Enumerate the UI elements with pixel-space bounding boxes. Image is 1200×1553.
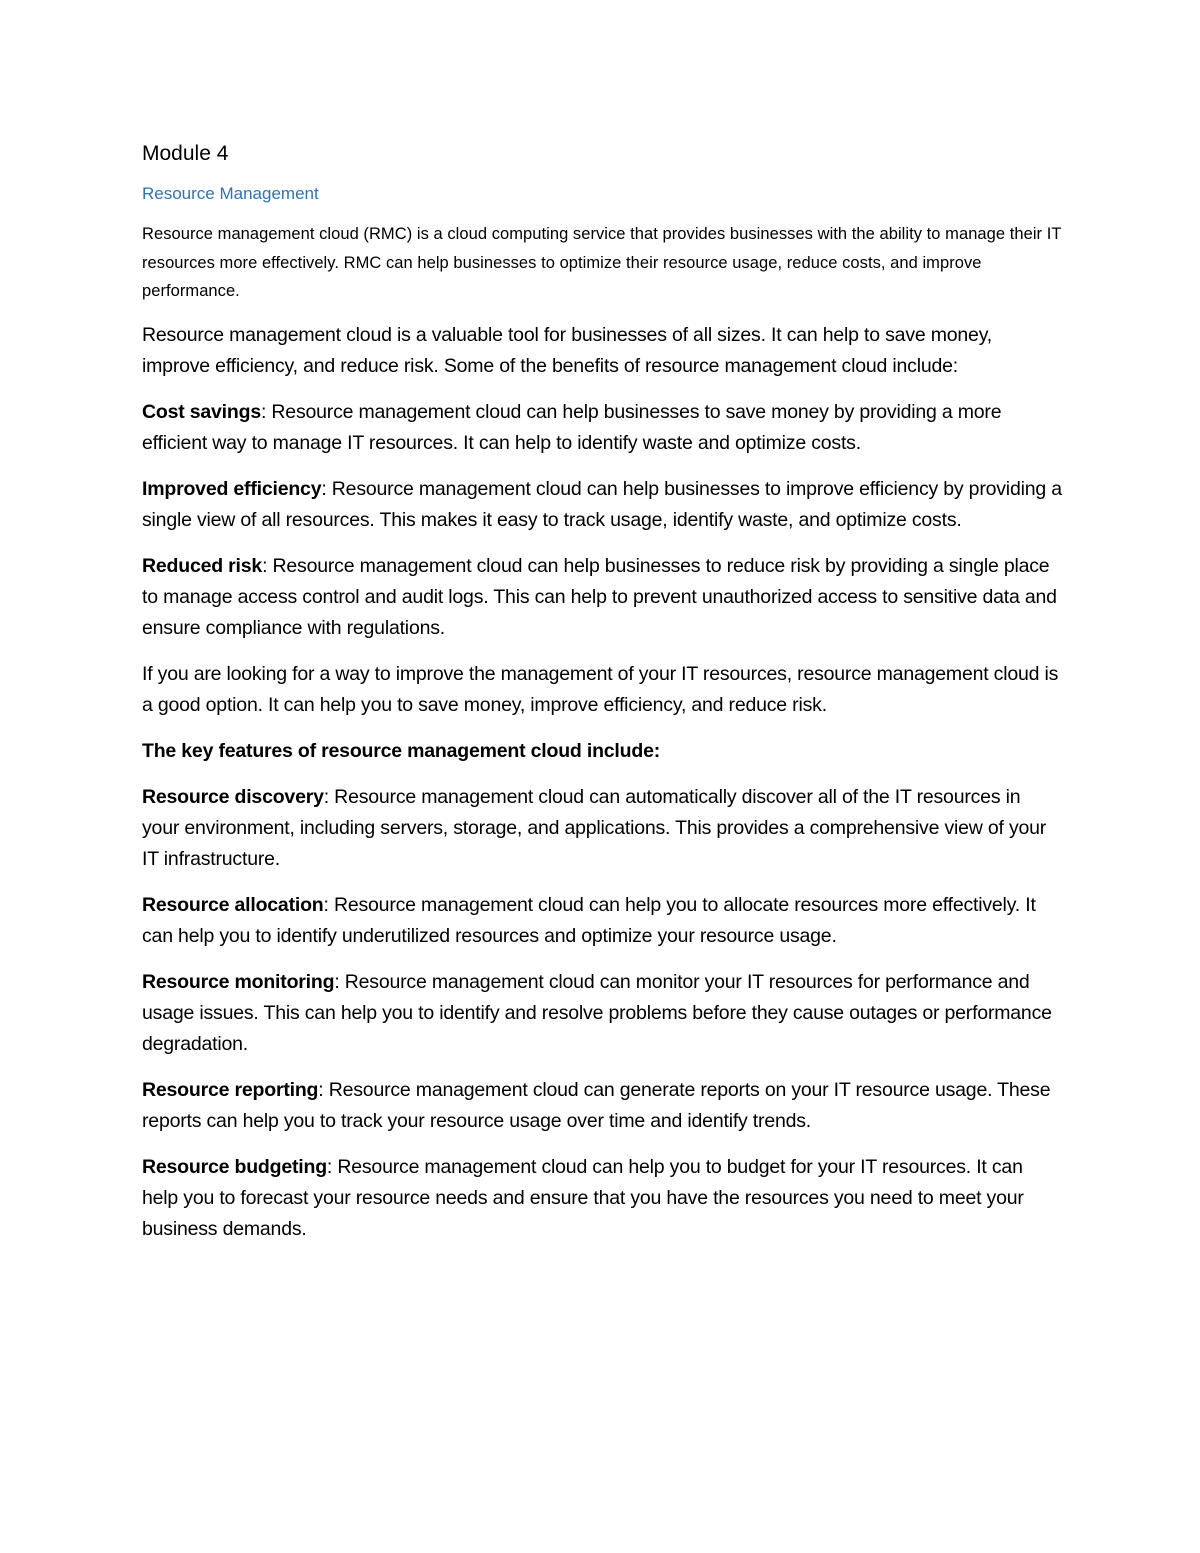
benefit-description: : Resource management cloud can help businesses to improve efficiency by providing a single view of all resources. This makes it easy to track usage, identify waste, and optimize costs. [142, 477, 1062, 531]
feature-description: : Resource management cloud can generate reports on your IT resource usage. These reports can help you to track your resource usage over time and identify trends. [142, 1078, 1051, 1132]
benefit-term: Cost savings [142, 400, 261, 423]
benefit-item [142, 474, 1062, 536]
document-title: Module 4 [142, 142, 229, 165]
feature-item [142, 782, 1062, 875]
feature-description: : Resource management cloud can automatically discover all of the IT resources in your environment, including servers, storage, and applications. This provides a comprehensive view of your IT infrastructure. [142, 785, 1047, 870]
feature-term: Resource reporting [142, 1078, 319, 1101]
overview-paragraph: Resource management cloud is a valuable tool for businesses of all sizes. It can help to save money, improve efficiency, and reduce risk. Some of the benefits of resource management cloud include: [142, 323, 993, 377]
benefit-term: Reduced risk [142, 554, 263, 577]
recommendation-paragraph: If you are looking for a way to improve the management of your IT resources, resource management cloud is a good option. It can help you to save money, improve efficiency, and reduce risk. [142, 662, 1059, 716]
feature-term: Resource budgeting [142, 1155, 327, 1178]
feature-description: : Resource management cloud can help you to allocate resources more effectively. It can help you to identify underutilized resources and optimize your resource usage. [142, 893, 1036, 947]
benefit-description: : Resource management cloud can help businesses to save money by providing a more efficient way to manage IT resources. It can help to identify waste and optimize costs. [142, 400, 1002, 454]
document-subtitle: Resource Management [142, 184, 319, 203]
feature-term: Resource allocation [142, 893, 324, 916]
feature-item [142, 1075, 1062, 1137]
feature-term: Resource monitoring [142, 970, 335, 993]
feature-term: Resource discovery [142, 785, 324, 808]
feature-description: : Resource management cloud can help you to budget for your IT resources. It can help you to forecast your resource needs and ensure that you have the resources you need to meet your business demands. [142, 1155, 1024, 1240]
document-content [142, 140, 1062, 1260]
benefit-term: Improved efficiency [142, 477, 322, 500]
feature-item [142, 967, 1062, 1060]
benefit-description: : Resource management cloud can help businesses to reduce risk by providing a single place to manage access control and audit logs. This can help to prevent unauthorized access to sensitive data and ensure compliance with regulations. [142, 554, 1057, 639]
features-heading: The key features of resource management cloud include: [142, 739, 661, 762]
feature-item [142, 1152, 1062, 1245]
intro-paragraph: Resource management cloud (RMC) is a cloud computing service that provides businesses with the ability to manage their IT resources more effectively. RMC can help businesses to optimize their resource usage, reduce costs, and improve performance. [142, 225, 1062, 300]
benefit-item [142, 397, 1062, 459]
feature-description: : Resource management cloud can monitor your IT resources for performance and usage issues. This can help you to identify and resolve problems before they cause outages or performance degradation. [142, 970, 1052, 1055]
feature-item [142, 890, 1062, 952]
benefit-item [142, 551, 1062, 644]
